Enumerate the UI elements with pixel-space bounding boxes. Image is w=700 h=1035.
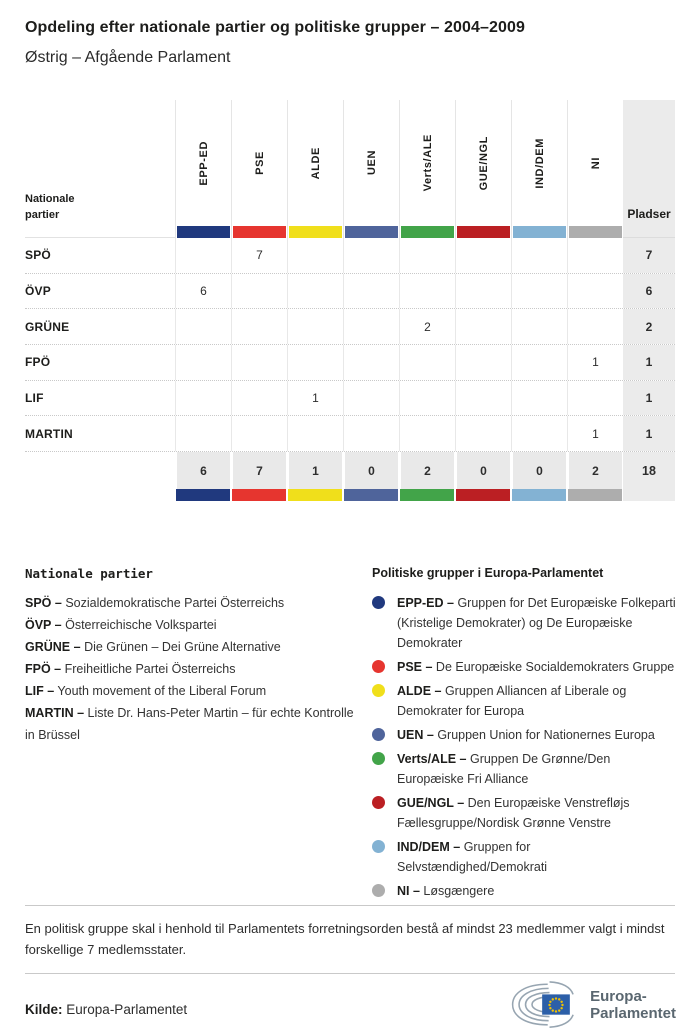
- seat-cell: 1: [567, 416, 623, 451]
- column-total-cell: 0: [455, 452, 511, 489]
- group-color-bar: [232, 489, 286, 501]
- table-row-fpo: [25, 344, 675, 380]
- seat-cell: [399, 345, 455, 380]
- table-row-grune: [25, 308, 675, 344]
- row-total-cell: 2: [623, 309, 675, 344]
- legend-item: UEN – Gruppen Union for Nationernes Europa: [372, 725, 676, 745]
- group-color-bar: [344, 489, 398, 501]
- group-color-dot: [372, 796, 385, 809]
- seat-cell: [175, 381, 231, 416]
- group-color-dot: [372, 728, 385, 741]
- column-header-uen: UEN: [343, 100, 399, 238]
- column-total-cell: 7: [231, 452, 287, 489]
- seat-cell: [287, 345, 343, 380]
- legend-item: ALDE – Gruppen Alliancen af Liberale og Demokrater for Europa: [372, 681, 676, 721]
- seat-cell: [455, 309, 511, 344]
- group-color-dot: [372, 660, 385, 673]
- seat-cell: [231, 274, 287, 309]
- legend-heading: Politiske grupper i Europa-Parlamentet: [372, 566, 604, 580]
- page-title: Opdeling efter nationale partier og politiske grupper – 2004–2009: [25, 19, 525, 36]
- legend-item: LIF – Youth movement of the Liberal Forum: [25, 684, 267, 698]
- seat-cell: [231, 309, 287, 344]
- party-name: SPÖ: [25, 248, 51, 263]
- table-body: [25, 238, 675, 451]
- group-color-dot: [372, 684, 385, 697]
- row-total-cell: 7: [623, 238, 675, 273]
- seat-cell: 2: [399, 309, 455, 344]
- party-name: MARTIN: [25, 426, 73, 441]
- grand-total-cell: 18: [623, 452, 675, 489]
- group-color-dot: [372, 840, 385, 853]
- seat-cell: [511, 309, 567, 344]
- legend-item: FPÖ – Freiheitliche Partei Österreichs: [25, 662, 236, 676]
- group-color-bar: [288, 489, 342, 501]
- seat-cell: [287, 238, 343, 273]
- seat-cell: [343, 416, 399, 451]
- column-header-epp-ed: EPP-ED: [175, 100, 231, 238]
- row-total-cell: 1: [623, 416, 675, 451]
- table-row-ovp: [25, 273, 675, 309]
- column-total-cell: 1: [287, 452, 343, 489]
- seat-cell: [343, 238, 399, 273]
- seat-cell: [399, 238, 455, 273]
- seat-cell: [343, 345, 399, 380]
- seat-cell: 1: [287, 381, 343, 416]
- legend-item: SPÖ – Sozialdemokratische Partei Österreichs: [25, 596, 285, 610]
- legend-item: GRÜNE – Die Grünen – Dei Grüne Alternative: [25, 640, 281, 654]
- group-color-dot: [372, 596, 385, 609]
- seat-cell: [231, 345, 287, 380]
- seat-cell: [455, 416, 511, 451]
- seat-cell: [287, 416, 343, 451]
- seat-cell: 6: [175, 274, 231, 309]
- group-color-bar: [345, 226, 398, 238]
- group-color-bar: [233, 226, 286, 238]
- source-value: Europa-Parlamentet: [66, 1002, 188, 1017]
- group-color-bar: [568, 489, 622, 501]
- column-header-ni: NI: [567, 100, 623, 238]
- seat-cell: [567, 381, 623, 416]
- group-color-bar: [457, 226, 510, 238]
- table-row-lif: [25, 380, 675, 416]
- legend-item: GUE/NGL – Den Europæiske Venstrefløjs Fællesgruppe/Nordisk Grønne Venstre: [372, 793, 676, 833]
- row-total-cell: 6: [623, 274, 675, 309]
- seat-cell: [511, 416, 567, 451]
- column-header-verts-ale: Verts/ALE: [399, 100, 455, 238]
- seat-cell: [175, 238, 231, 273]
- seat-cell: [399, 416, 455, 451]
- european-parliament-logo: [505, 981, 676, 1029]
- column-total-cell: 0: [343, 452, 399, 489]
- seat-cell: [455, 381, 511, 416]
- table-bottom-color-bars: [25, 489, 675, 501]
- seat-cell: [511, 345, 567, 380]
- column-total-cell: 2: [399, 452, 455, 489]
- seat-cell: [567, 274, 623, 309]
- seat-cell: [287, 309, 343, 344]
- seat-cell: [231, 381, 287, 416]
- seat-cell: [455, 238, 511, 273]
- seat-cell: [399, 274, 455, 309]
- seat-cell: 7: [231, 238, 287, 273]
- group-color-bar: [177, 226, 230, 238]
- column-total-cell: 6: [175, 452, 231, 489]
- footnote: En politisk gruppe skal i henhold til Parlamentets forretningsorden bestå af mindst 23 medlemmer valgt i mindst forskellige 7 medlemsstater.: [25, 905, 675, 974]
- party-name: LIF: [25, 391, 44, 406]
- seat-cell: [511, 381, 567, 416]
- source-label: Kilde:: [25, 1002, 63, 1017]
- legend-item: PSE – De Europæiske Socialdemokraters Gruppe: [372, 657, 676, 677]
- seat-cell: [511, 238, 567, 273]
- party-name: ÖVP: [25, 284, 51, 299]
- seat-cell: [567, 238, 623, 273]
- group-color-bar: [512, 489, 566, 501]
- column-header-gue-ngl: GUE/NGL: [455, 100, 511, 238]
- column-total-cell: 0: [511, 452, 567, 489]
- national-parties-legend: [25, 566, 357, 746]
- group-color-bar: [176, 489, 230, 501]
- table-row-martin: [25, 415, 675, 451]
- seat-cell: [175, 416, 231, 451]
- legend-item: NI – Løsgængere: [372, 881, 676, 901]
- totals-label-cell: [25, 452, 175, 489]
- seat-cell: [231, 416, 287, 451]
- legend-heading: Nationale partier: [25, 566, 153, 581]
- row-header-cell: Nationale partier: [25, 100, 175, 238]
- group-color-bar: [569, 226, 622, 238]
- seat-cell: [455, 274, 511, 309]
- table-totals-row: [25, 451, 675, 489]
- seat-cell: [455, 345, 511, 380]
- legend-item: EPP-ED – Gruppen for Det Europæiske Folkeparti (Kristelige Demokrater) og De Europæiske Demokrater: [372, 593, 676, 653]
- seat-cell: [175, 309, 231, 344]
- hemicycle-eu-flag-icon: [505, 981, 583, 1029]
- seat-cell: [343, 274, 399, 309]
- column-header-ind-dem: IND/DEM: [511, 100, 567, 238]
- seat-cell: [567, 309, 623, 344]
- group-color-dot: [372, 884, 385, 897]
- row-total-cell: 1: [623, 345, 675, 380]
- legend-item: ÖVP – Österreichische Volkspartei: [25, 618, 217, 632]
- column-header-pse: PSE: [231, 100, 287, 238]
- group-color-bar: [289, 226, 342, 238]
- seat-cell: [511, 274, 567, 309]
- legend-item: IND/DEM – Gruppen for Selvstændighed/Demokrati: [372, 837, 676, 877]
- column-header-alde: ALDE: [287, 100, 343, 238]
- group-color-bar: [513, 226, 566, 238]
- source-line: [25, 1002, 187, 1017]
- seats-table: [25, 100, 675, 501]
- group-color-bar: [400, 489, 454, 501]
- group-color-dot: [372, 752, 385, 765]
- table-row-spo: [25, 238, 675, 273]
- row-total-cell: 1: [623, 381, 675, 416]
- column-header-pladser: Pladser: [623, 100, 675, 238]
- seat-cell: [287, 274, 343, 309]
- seat-cell: [343, 309, 399, 344]
- table-header-row: [25, 100, 675, 238]
- page-subtitle: Østrig – Afgående Parlament: [25, 49, 231, 66]
- seat-cell: 1: [567, 345, 623, 380]
- seat-cell: [343, 381, 399, 416]
- group-color-bar: [401, 226, 454, 238]
- logo-wordmark: Europa- Parlamentet: [590, 988, 676, 1022]
- seat-cell: [399, 381, 455, 416]
- party-name: GRÜNE: [25, 319, 70, 334]
- column-total-cell: 2: [567, 452, 623, 489]
- political-groups-legend: [372, 566, 676, 905]
- legend-item: MARTIN – Liste Dr. Hans-Peter Martin – für echte Kontrolle in Brüssel: [25, 706, 354, 742]
- party-name: FPÖ: [25, 355, 51, 370]
- legend-item: Verts/ALE – Gruppen De Grønne/Den Europæiske Fri Alliance: [372, 749, 676, 789]
- seat-cell: [175, 345, 231, 380]
- group-color-bar: [456, 489, 510, 501]
